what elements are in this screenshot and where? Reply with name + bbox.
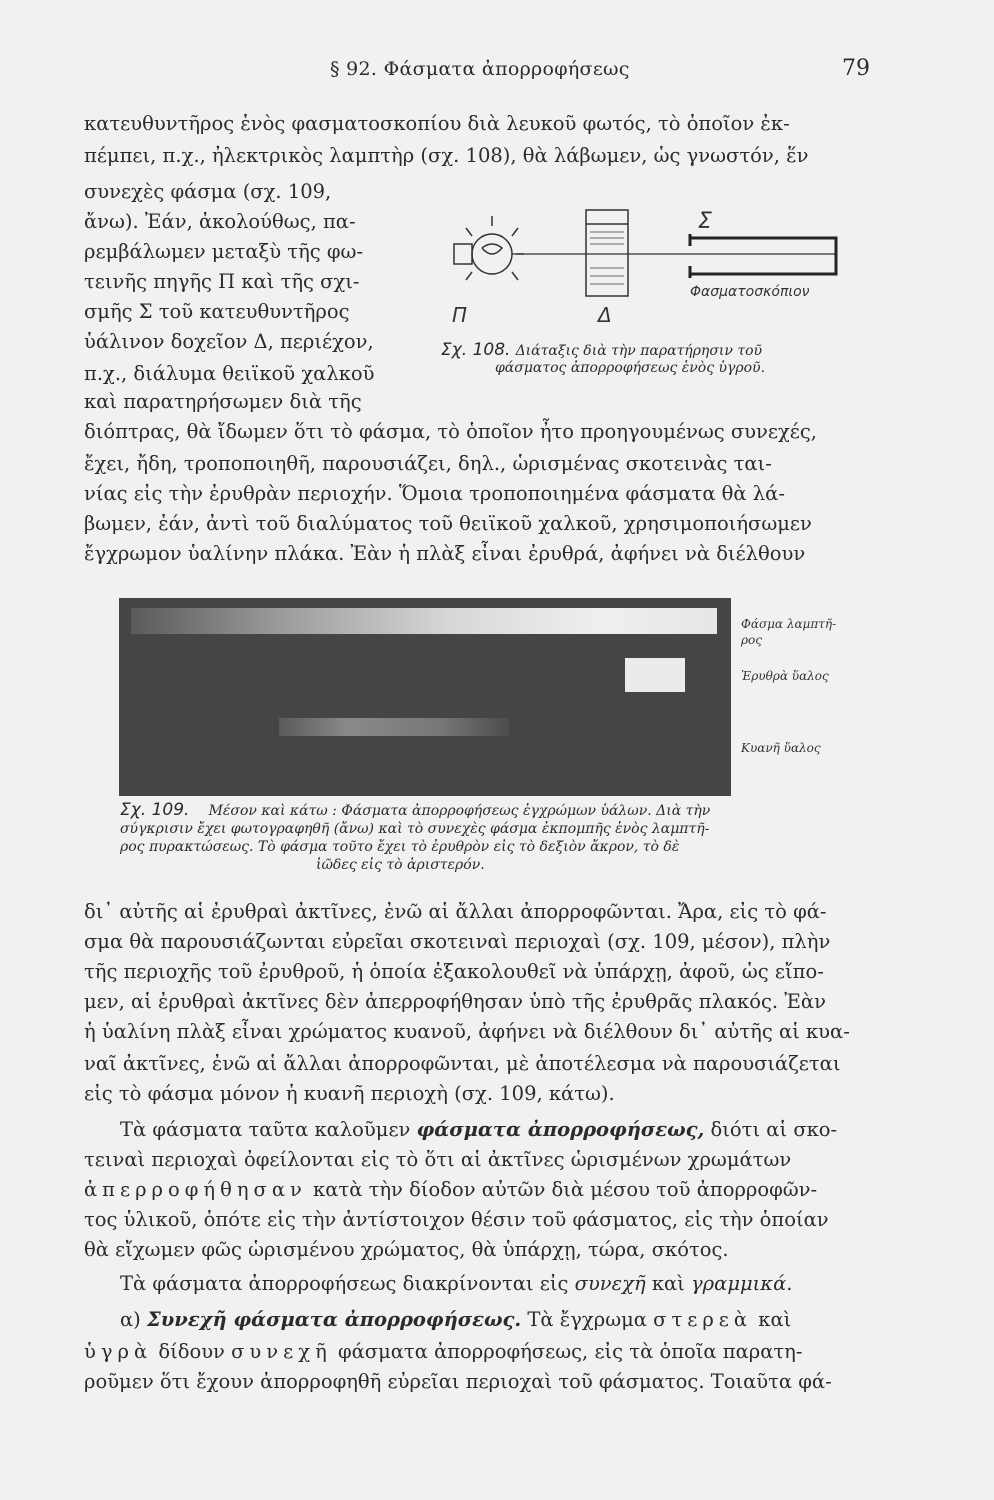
caption-text: Διάταξις διὰ τὴν παρατήρησιν τοῦ (515, 343, 763, 359)
text-line: μεν, αἱ ἐρυθραὶ ἀκτῖνες δὲν ἀπερροφήθησαν ὑπὸ τῆς ἐρυθρᾶς πλακός. Ἐὰν (84, 990, 826, 1013)
text-line: τος ὑλικοῦ, ὁπότε εἰς τὴν ἀντίστοιχον θέσιν τοῦ φάσματος, εἰς τὴν ὁποίαν (84, 1208, 829, 1231)
apparatus-diagram (420, 198, 880, 338)
text-line: ἀπερροφήθησαν κατὰ τὴν δίοδον αὐτῶν διὰ μέσου τοῦ ἀπορροφῶν- (84, 1178, 818, 1201)
label-red-glass: Ἐρυθρὰ ὕαλος (741, 669, 829, 683)
red-glass-band (625, 658, 685, 692)
text-line: ἄνω). Ἐάν, ἀκολούθως, πα- (84, 210, 356, 233)
spectrum-photo (119, 598, 731, 796)
figure-108-caption (441, 340, 881, 376)
vessel-icon (586, 210, 628, 296)
text-line: καὶ παρατηρήσωμεν διὰ τῆς (84, 390, 362, 413)
label-pi: Π (452, 303, 468, 327)
label-spectroscope: Φασματοσκόπιον (690, 284, 810, 300)
running-header: § 92. Φάσματα ἀπορροφήσεως (330, 58, 630, 80)
text-line: θὰ εἴχωμεν φῶς ὡρισμένου χρώματος, θὰ ὑπάρχῃ, τώρα, σκότος. (84, 1238, 729, 1261)
text-line: ροῦμεν ὅτι ἔχουν ἀπορροφηθῆ εὐρεῖαι περιοχαὶ τοῦ φάσματος. Τοιαῦτα φά- (84, 1370, 832, 1393)
label-lamp-spectrum: Φάσμα λαμπτῆ- ρος (741, 617, 837, 647)
text-line: ρεμβάλωμεν μεταξὺ τῆς φω- (84, 240, 364, 263)
text-line: ὑγρὰ δίδουν συνεχῆ φάσματα ἀπορροφήσεως, εἰς τὰ ὁποῖα παρατη- (84, 1340, 803, 1363)
text-line: τῆς περιοχῆς τοῦ ἐρυθροῦ, ἡ ὁποία ἐξακολουθεῖ νὰ ὑπάρχῃ, ἀφοῦ, ὡς εἴπο- (84, 960, 824, 983)
text-line: Τὰ φάσματα ταῦτα καλοῦμεν φάσματα ἀπορροφήσεως, διότι αἱ σκο- (120, 1118, 838, 1141)
text-line: ναῖ ἀκτῖνες, ἐνῶ αἱ ἄλλαι ἀπορροφῶνται, μὲ ἀποτέλεσμα νὰ παρουσιάζεται (84, 1052, 841, 1075)
text-line: τεινῆς πηγῆς Π καὶ τῆς σχι- (84, 270, 360, 293)
paragraph-4: Τὰ φάσματα ἀπορροφήσεως διακρίνονται εἰς συνεχῆ καὶ γραμμικά. (120, 1272, 793, 1295)
text-line: πέμπει, π.χ., ἠλεκτρικὸς λαμπτὴρ (σχ. 108), θὰ λάβωμεν, ὡς γνωστόν, ἕν (84, 144, 809, 167)
text-line: τειναὶ περιοχαὶ ὀφείλονται εἰς τὸ ὅτι αἱ ἀκτῖνες ὡρισμένων χρωμάτων (84, 1148, 792, 1171)
text-line: ἔγχρωμον ὑαλίνην πλάκα. Ἐὰν ἡ πλὰξ εἶναι ἐρυθρά, ἀφήνει νὰ διέλθουν (84, 542, 806, 565)
text-line: νίας εἰς τὴν ἐρυθρὰν περιοχήν. Ὅμοια τροποποιημένα φάσματα θὰ λά- (84, 482, 785, 505)
text-line: συνεχὲς φάσμα (σχ. 109, (84, 180, 332, 203)
caption-text: ρος πυρακτώσεως. Τὸ φάσμα τοῦτο ἔχει τὸ ἐρυθρὸν εἰς τὸ δεξιὸν ἄκρον, τὸ δὲ (120, 839, 680, 855)
collimator-icon (690, 234, 836, 278)
label-blue-glass: Κυανῆ ὕαλος (741, 741, 821, 755)
text-line: σμῆς Σ τοῦ κατευθυντῆρος (84, 300, 350, 323)
text-line: δι᾽ αὐτῆς αἱ ἐρυθραὶ ἀκτῖνες, ἐνῶ αἱ ἄλλαι ἀπορροφῶνται. Ἄρα, εἰς τὸ φά- (84, 900, 827, 923)
caption-number: Σχ. 108. (441, 340, 511, 360)
term-continuous-spectra: Συνεχῆ φάσματα ἀπορροφήσεως. (146, 1308, 522, 1331)
text-line: εἰς τὸ φάσμα μόνον ἡ κυανῆ περιοχὴ (σχ. 109, κάτω). (84, 1082, 615, 1105)
text-line: ἔχει, ἤδη, τροποποιηθῆ, παρουσιάζει, δηλ., ὡρισμένας σκοτεινὰς ται- (84, 452, 772, 475)
caption-text: φάσματος ἀπορροφήσεως ἑνὸς ὑγροῦ. (495, 360, 766, 376)
text-line: κατευθυντῆρος ἑνὸς φασματοσκοπίου διὰ λευκοῦ φωτός, τὸ ὁποῖον ἐκ- (84, 112, 790, 135)
text-line: ἡ ὑαλίνη πλὰξ εἶναι χρώματος κυανοῦ, ἀφήνει νὰ διέλθουν δι᾽ αὐτῆς αἱ κυα- (84, 1020, 850, 1043)
blue-glass-band (279, 718, 509, 736)
text-line: διόπτρας, θὰ ἴδωμεν ὅτι τὸ φάσμα, τὸ ὁποῖον ἦτο προηγουμένως συνεχές, (84, 420, 818, 443)
term-absorption-spectra: φάσματα ἀπορροφήσεως, (416, 1118, 705, 1141)
page-number: 79 (842, 56, 870, 81)
lamp-icon (454, 216, 524, 280)
label-delta: Δ (598, 303, 612, 327)
figure-108 (420, 198, 880, 338)
label-sigma: Σ (698, 209, 712, 234)
caption-text: ἰῶδες εἰς τὸ ἀριστερόν. (316, 857, 485, 873)
text-line: ὑάλινον δοχεῖον Δ, περιέχον, (84, 330, 374, 353)
figure-109-caption (120, 800, 880, 874)
text-line: βωμεν, ἐάν, ἀντὶ τοῦ διαλύματος τοῦ θειϊκοῦ χαλκοῦ, χρησιμοποιήσωμεν (84, 512, 812, 535)
caption-number: Σχ. 109. (120, 800, 190, 820)
text-line: π.χ., διάλυμα θειϊκοῦ χαλκοῦ (84, 362, 375, 385)
caption-text: Μέσον καὶ κάτω : Φάσματα ἀπορροφήσεως ἐγχρώμων ὑάλων. Διὰ τὴν (208, 803, 711, 819)
lamp-spectrum-band (131, 608, 717, 634)
text-line: σμα θὰ παρουσιάζωνται εὐρεῖαι σκοτειναὶ περιοχαὶ (σχ. 109, μέσον), πλὴν (84, 930, 831, 953)
caption-text: σύγκρισιν ἔχει φωτογραφηθῆ (ἄνω) καὶ τὸ συνεχὲς φάσμα ἐκπομπῆς ἑνὸς λαμπτῆ- (120, 821, 710, 837)
text-line: α) Συνεχῆ φάσματα ἀπορροφήσεως. Τὰ ἔγχρωμα στερεὰ καὶ (120, 1308, 792, 1331)
